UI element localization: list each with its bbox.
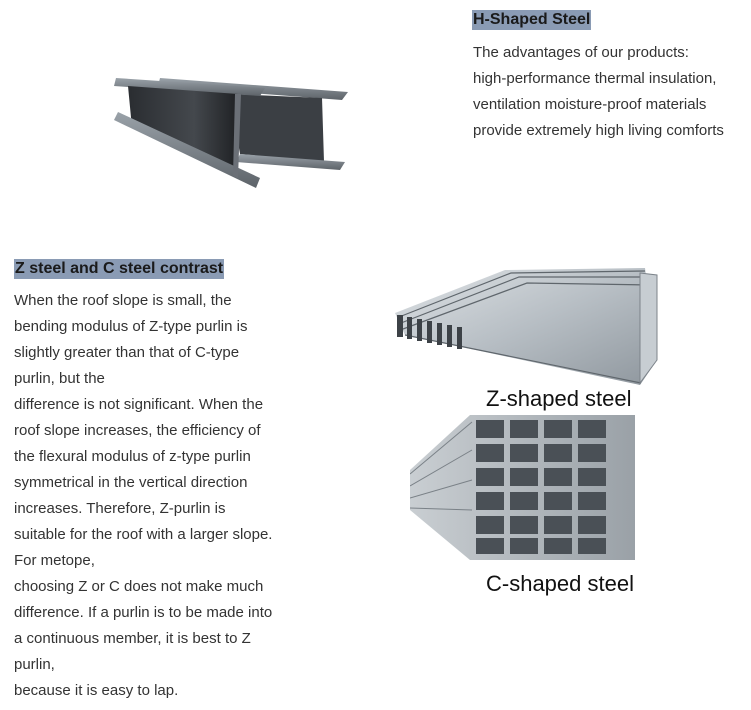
zc-contrast-heading: Z steel and C steel contrast (15, 260, 224, 277)
zc-line: slightly greater than that of C-type (14, 344, 240, 361)
zc-line: purlin, but the (14, 370, 105, 387)
h-steel-line: The advantages of our products: (473, 44, 689, 61)
zc-line: choosing Z or C does not make much (14, 578, 264, 595)
h-beam-image (110, 70, 355, 195)
z-steel-image (395, 265, 660, 385)
h-steel-heading: H-Shaped Steel (473, 11, 591, 28)
zc-line: increases. Therefore, Z-purlin is (14, 500, 226, 517)
zc-line: suitable for the roof with a larger slope. (14, 526, 273, 543)
zc-line: because it is easy to lap. (14, 682, 179, 699)
h-steel-line: ventilation moisture-proof materials (473, 96, 707, 113)
zc-line: symmetrical in the vertical direction (14, 474, 248, 491)
h-steel-description (473, 40, 724, 144)
c-steel-image (410, 410, 635, 565)
zc-line: difference is not significant. When the (14, 396, 264, 413)
z-steel-caption: Z-shaped steel (486, 386, 632, 411)
zc-line: the flexural modulus of z-type purlin (14, 448, 251, 465)
zc-line: roof slope increases, the efficiency of (14, 422, 261, 439)
zc-line: When the roof slope is small, the (14, 292, 232, 309)
h-steel-line: high-performance thermal insulation, (473, 70, 717, 87)
zc-line: For metope, (14, 552, 95, 569)
zc-line: bending modulus of Z-type purlin is (14, 318, 248, 335)
zc-line: a continuous member, it is best to Z (14, 630, 251, 647)
zc-contrast-description (14, 288, 272, 704)
h-steel-line: provide extremely high living comforts (473, 122, 724, 139)
zc-line: difference. If a purlin is to be made into (14, 604, 273, 621)
zc-line: purlin, (14, 656, 55, 673)
c-steel-caption: C-shaped steel (486, 571, 634, 596)
